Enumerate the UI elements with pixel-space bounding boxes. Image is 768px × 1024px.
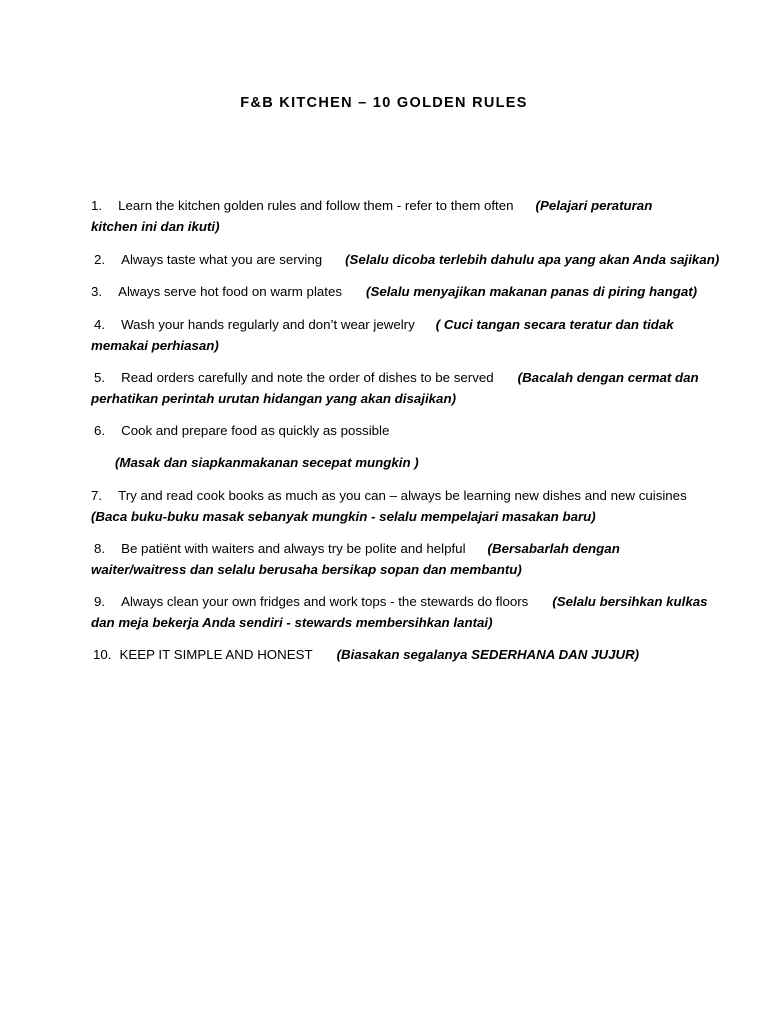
rule-number: 10. <box>93 647 112 662</box>
rule-9 <box>91 591 708 633</box>
rule-english: Try and read cook books as much as you can – always be learning new dishes and new cuisines <box>118 488 687 503</box>
rule-english: Always clean your own fridges and work tops - the stewards do floors <box>121 594 529 609</box>
rule-number: 6. <box>94 423 106 438</box>
rule-number: 1. <box>91 198 103 213</box>
rule-8 <box>91 538 691 580</box>
rule-number: 9. <box>94 594 106 609</box>
rule-10 <box>91 644 691 665</box>
rule-indonesian-continued: memakai perhiasan) <box>91 338 219 353</box>
rule-number: 2. <box>94 252 106 267</box>
rule-6-translation <box>115 452 715 473</box>
rule-indonesian-continued: kitchen ini dan ikuti) <box>91 219 220 234</box>
rule-number: 7. <box>91 488 103 503</box>
page-title: F&B KITCHEN – 10 GOLDEN RULES <box>240 95 528 111</box>
rule-indonesian: (Selalu bersihkan kulkas <box>552 594 708 609</box>
rule-indonesian-continued: dan meja bekerja Anda sendiri - stewards membersihkan lantai) <box>91 615 493 630</box>
rule-6 <box>91 420 691 441</box>
rule-indonesian: (Selalu menyajikan makanan panas di piring hangat) <box>366 284 698 299</box>
rule-indonesian: (Biasakan segalanya SEDERHANA DAN JUJUR) <box>336 647 640 662</box>
rule-number: 8. <box>94 541 106 556</box>
rule-english: Always taste what you are serving <box>121 252 323 267</box>
rule-7 <box>91 485 691 527</box>
rule-english: Wash your hands regularly and don’t wear jewelry <box>121 317 415 332</box>
rule-4 <box>91 314 691 356</box>
rule-english: Always serve hot food on warm plates <box>118 284 343 299</box>
rule-number: 4. <box>94 317 106 332</box>
rule-indonesian-continued: waiter/waitress dan selalu berusaha bersikap sopan dan membantu) <box>91 562 522 577</box>
rule-indonesian: (Masak dan siapkanmakanan secepat mungkin ) <box>115 455 419 470</box>
rule-english: Read orders carefully and note the order of dishes to be served <box>121 370 494 385</box>
rule-english: KEEP IT SIMPLE AND HONEST <box>119 647 313 662</box>
rule-indonesian: (Pelajari peraturan <box>535 198 653 213</box>
rule-english: Be patiënt with waiters and always try be polite and helpful <box>121 541 466 556</box>
rule-english: Cook and prepare food as quickly as possible <box>121 423 390 438</box>
rule-1 <box>91 195 691 237</box>
rule-indonesian-continued: perhatikan perintah urutan hidangan yang akan disajikan) <box>91 391 457 406</box>
rule-number: 5. <box>94 370 106 385</box>
rule-indonesian: (Bacalah dengan cermat dan <box>517 370 699 385</box>
rule-number: 3. <box>91 284 103 299</box>
rule-indonesian: (Selalu dicoba terlebih dahulu apa yang akan Anda sajikan) <box>345 252 720 267</box>
rule-5 <box>91 367 699 409</box>
rule-english: Learn the kitchen golden rules and follow them - refer to them often <box>118 198 514 213</box>
rule-indonesian: ( Cuci tangan secara teratur dan tidak <box>435 317 674 332</box>
rule-indonesian: (Baca buku-buku masak sebanyak mungkin - selalu mempelajari masakan baru) <box>91 509 596 524</box>
rule-3 <box>91 281 698 302</box>
rule-2 <box>91 249 720 270</box>
rule-indonesian: (Bersabarlah dengan <box>487 541 620 556</box>
